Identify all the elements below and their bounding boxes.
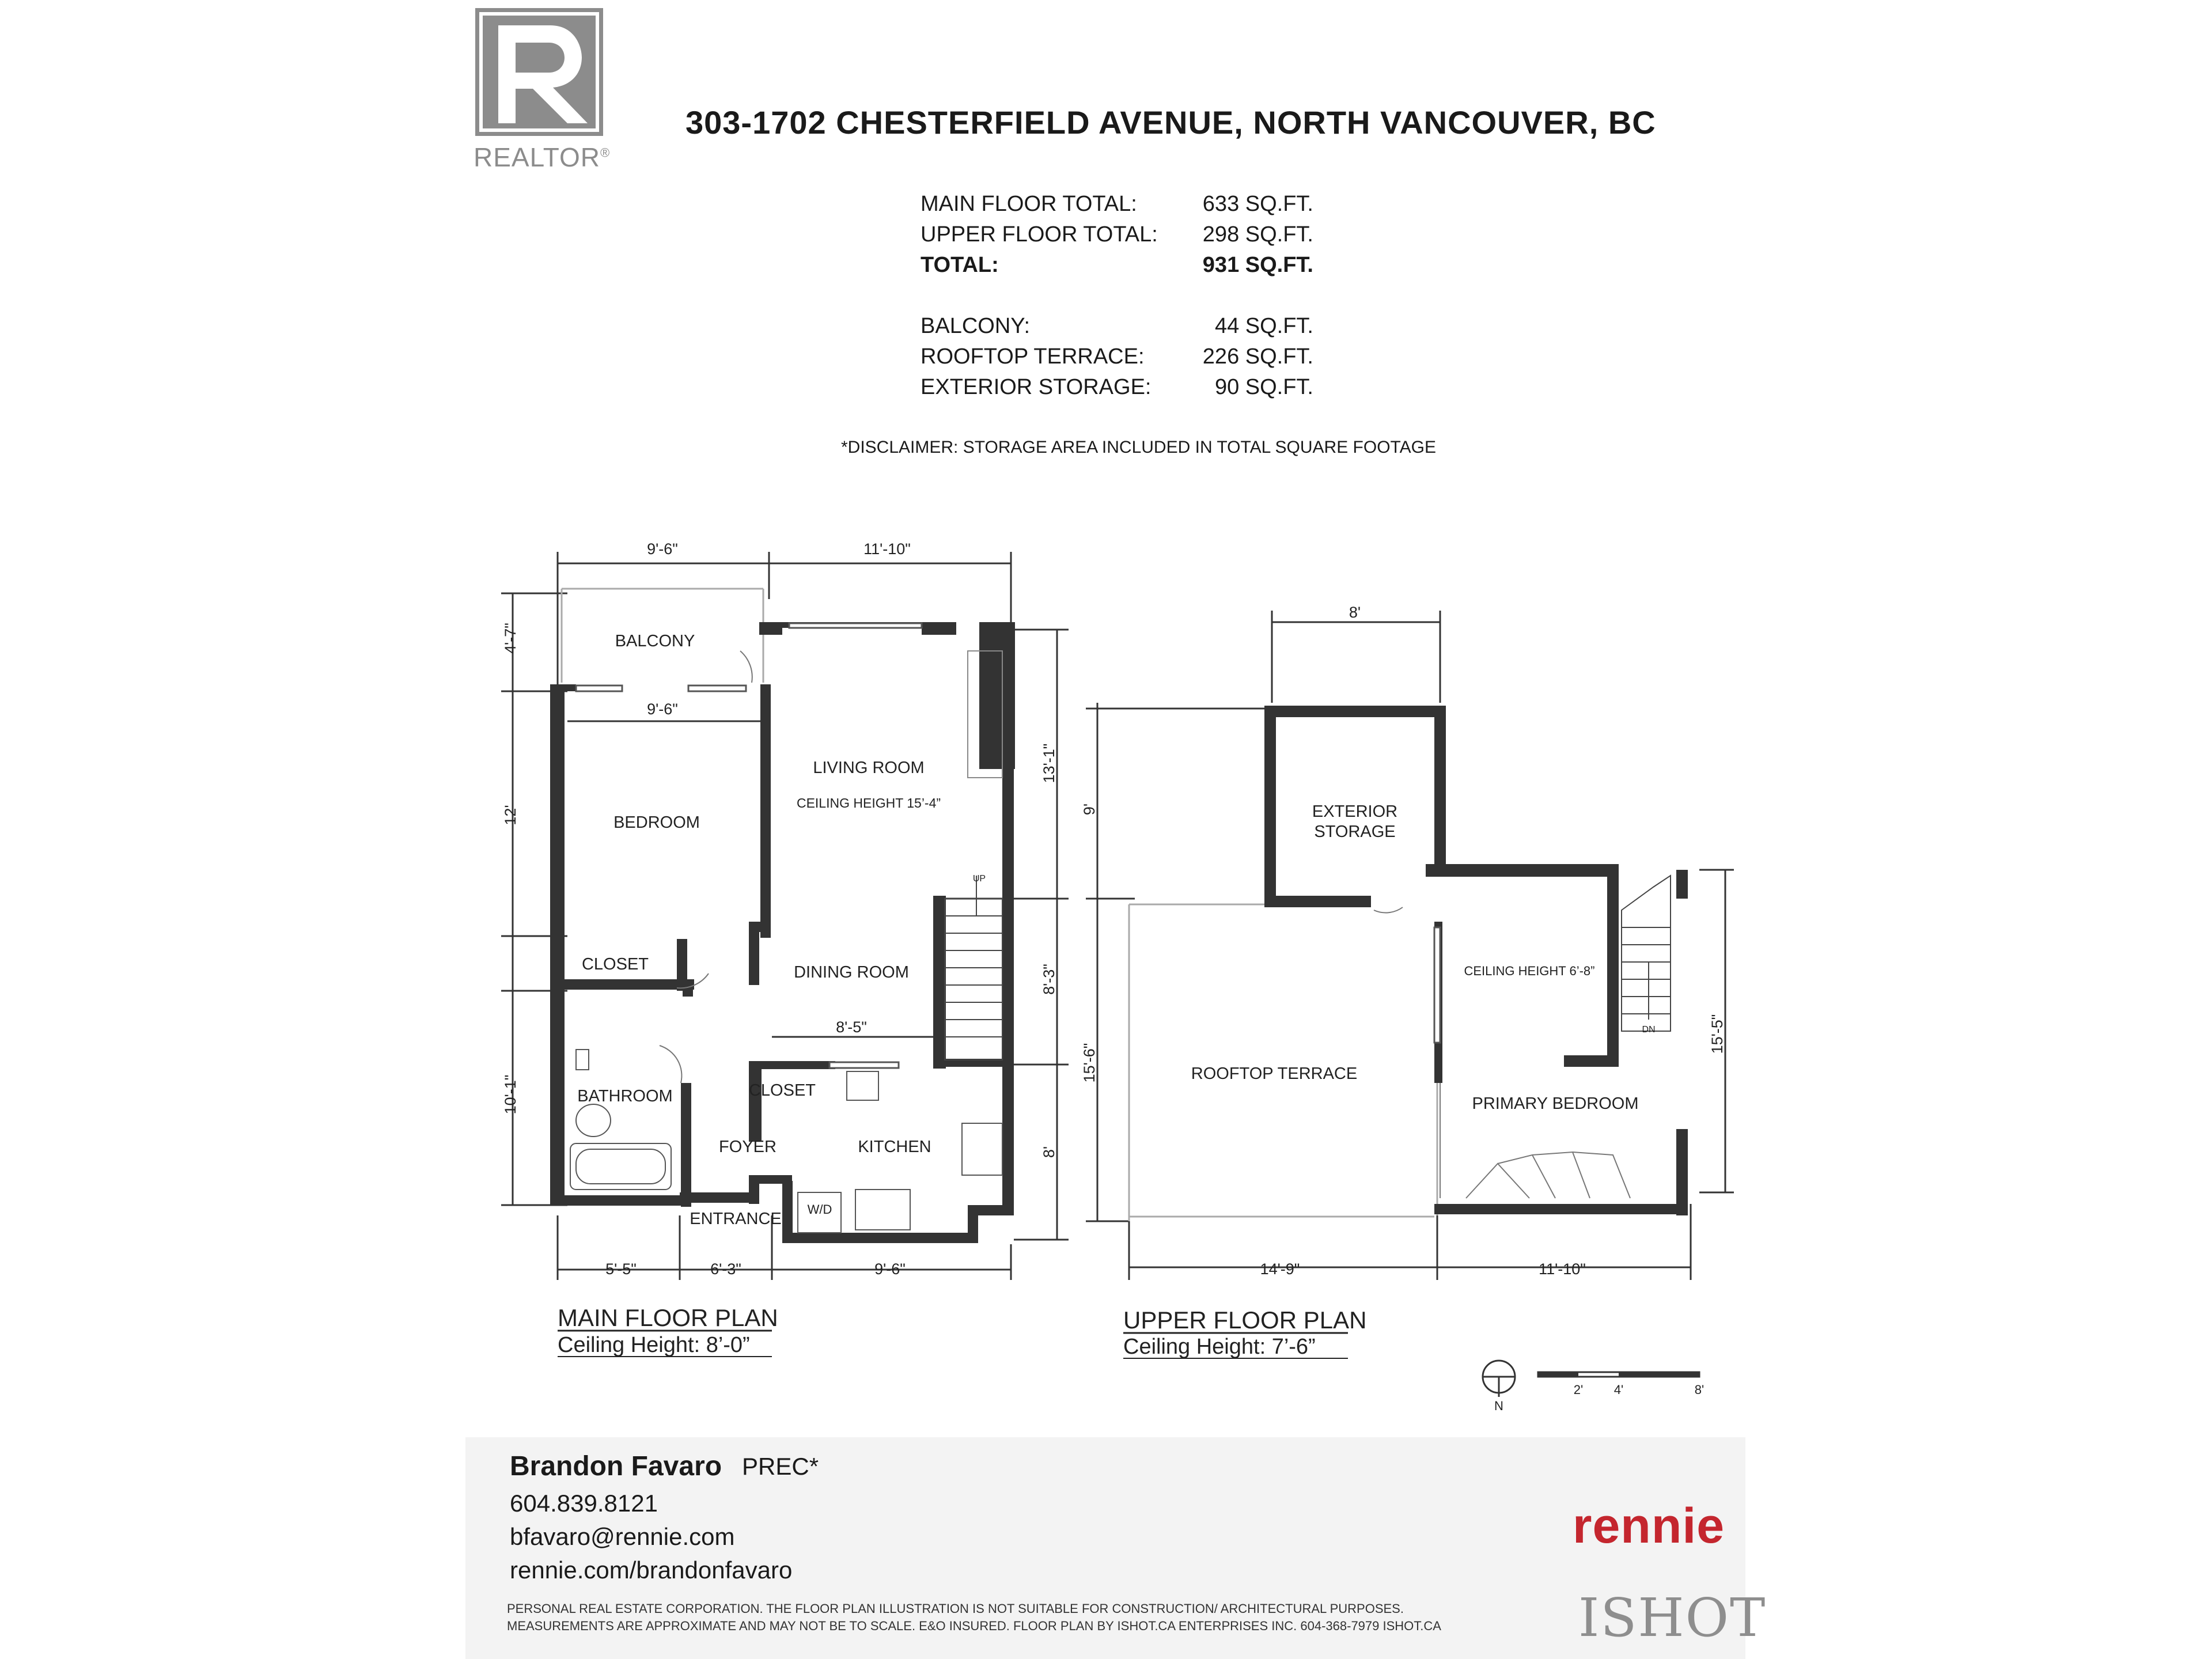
dim-bedroom-width: 9'-6" (647, 700, 678, 718)
dim-upper-bottom-2: 11'-10" (1539, 1260, 1586, 1278)
agent-name: Brandon Favaro (510, 1451, 722, 1482)
dim-bottom-1: 5'-5" (605, 1260, 637, 1278)
area-value: 931 SQ.FT. (1202, 253, 1313, 277)
dim-terrace-height: 15'-6" (1081, 1043, 1098, 1083)
scale-label: 4' (1613, 1382, 1624, 1397)
upper-windows (1434, 927, 1440, 1043)
agent-website[interactable]: rennie.com/brandonfavaro (510, 1556, 793, 1584)
area-label: UPPER FLOOR TOTAL: (921, 222, 1158, 247)
disclaimer: *DISCLAIMER: STORAGE AREA INCLUDED IN TOTAL SQUARE FOOTAGE (841, 438, 1437, 457)
terrace-outline (1129, 904, 1437, 1221)
dim-bedroom-height: 12' (502, 805, 519, 825)
room-storage-line1: EXTERIOR (1312, 802, 1398, 821)
area-value: 90 SQ.FT. (1214, 375, 1313, 399)
room-foyer: FOYER (719, 1138, 777, 1156)
legal-line: PERSONAL REAL ESTATE CORPORATION. THE FLOOR PLAN ILLUSTRATION IS NOT SUITABLE FOR CONSTRUCTION/ ARCHITECTURAL PURPOSES. (507, 1601, 1404, 1616)
dim-bedroom-height-upper: 15'-5" (1709, 1014, 1726, 1054)
main-plan-subtitle: Ceiling Height: 8’-0” (558, 1333, 750, 1357)
area-value: 226 SQ.FT. (1202, 344, 1313, 369)
upper-plan-subtitle: Ceiling Height: 7’-6” (1123, 1335, 1316, 1359)
main-plan-title: MAIN FLOOR PLAN (558, 1304, 778, 1331)
area-label: ROOFTOP TERRACE: (921, 344, 1145, 369)
dim-storage-width: 8' (1349, 604, 1361, 621)
upper-stairs (1622, 876, 1671, 1031)
dim-bottom-3: 9'-6" (874, 1260, 906, 1278)
dim-balcony-height: 4'-7" (502, 623, 519, 654)
upper-floor-plan (1081, 604, 1734, 1359)
dim-storage-height: 9' (1081, 803, 1098, 816)
stair-dn-label: DN (1642, 1025, 1656, 1035)
rennie-logo: rennie (1573, 1498, 1725, 1554)
dim-upper-bottom-1: 14'-9" (1260, 1260, 1300, 1278)
room-primary-bedroom: PRIMARY BEDROOM (1472, 1094, 1639, 1113)
area-value: 298 SQ.FT. (1202, 222, 1313, 247)
room-balcony: BALCONY (615, 632, 695, 650)
compass (1483, 1361, 1515, 1413)
dim-bath-height: 10'-1" (502, 1074, 519, 1115)
upper-dimension-labels (1081, 604, 1726, 1278)
area-label: BALCONY: (921, 314, 1031, 338)
dim-kitchen-height: 8' (1040, 1146, 1058, 1158)
scale-label: 8' (1694, 1382, 1705, 1397)
agent-email[interactable]: bfavaro@rennie.com (510, 1523, 735, 1550)
upper-plan-title: UPPER FLOOR PLAN (1123, 1306, 1367, 1334)
upper-walls (1264, 706, 1688, 1215)
main-windows (576, 623, 925, 1068)
area-label: MAIN FLOOR TOTAL: (921, 192, 1137, 216)
room-dining: DINING ROOM (794, 963, 909, 982)
area-label: EXTERIOR STORAGE: (921, 375, 1152, 399)
scale-label: 2' (1573, 1382, 1584, 1397)
compass-north: N (1494, 1399, 1503, 1413)
dim-stair-height: 8'-3" (1040, 964, 1058, 995)
area-value: 633 SQ.FT. (1202, 192, 1313, 216)
room-bathroom: BATHROOM (577, 1087, 673, 1105)
dim-bottom-2: 6'-3" (710, 1260, 741, 1278)
room-entrance: ENTRANCE (690, 1210, 782, 1228)
room-closet-foyer: CLOSET (748, 1081, 816, 1100)
room-living: LIVING ROOM (813, 759, 925, 777)
property-address: 303-1702 CHESTERFIELD AVENUE, NORTH VANCOUVER, BC (685, 104, 1656, 141)
room-living-ceiling: CEILING HEIGHT 15’-4” (796, 796, 941, 810)
legal-line: MEASUREMENTS ARE APPROXIMATE AND MAY NOT BE TO SCALE. E&O INSURED. FLOOR PLAN BY ISHOT.CA ENTERPRISES INC. 604-368-7979 ISHOT.CA (507, 1619, 1441, 1633)
room-wd: W/D (807, 1202, 832, 1217)
agent-phone[interactable]: 604.839.8121 (510, 1490, 658, 1517)
area-label: TOTAL: (921, 253, 999, 277)
dim-top-left: 9'-6" (647, 540, 678, 558)
room-terrace: ROOFTOP TERRACE (1191, 1065, 1358, 1083)
dim-living-height: 13'-1" (1040, 743, 1058, 783)
room-bedroom: BEDROOM (613, 813, 700, 832)
room-kitchen: KITCHEN (858, 1138, 931, 1156)
area-value: 44 SQ.FT. (1214, 314, 1313, 338)
dim-dining-width: 8'-5" (836, 1018, 867, 1036)
room-bed-ceiling: CEILING HEIGHT 6’-8” (1464, 964, 1595, 978)
upper-fixtures (1374, 907, 1630, 1198)
scale-bar (1538, 1372, 1704, 1397)
room-storage-line2: STORAGE (1314, 823, 1396, 841)
dim-top-right: 11'-10" (863, 540, 911, 558)
stair-up-label: UP (972, 874, 986, 884)
registered-mark: ® (600, 145, 611, 160)
main-floor-plan (501, 540, 1069, 1357)
room-closet-bedroom: CLOSET (581, 955, 649, 974)
realtor-word: REALTOR (474, 142, 601, 172)
agent-designation: PREC* (742, 1453, 819, 1480)
ishot-watermark: ISHOT (1578, 1587, 1767, 1649)
